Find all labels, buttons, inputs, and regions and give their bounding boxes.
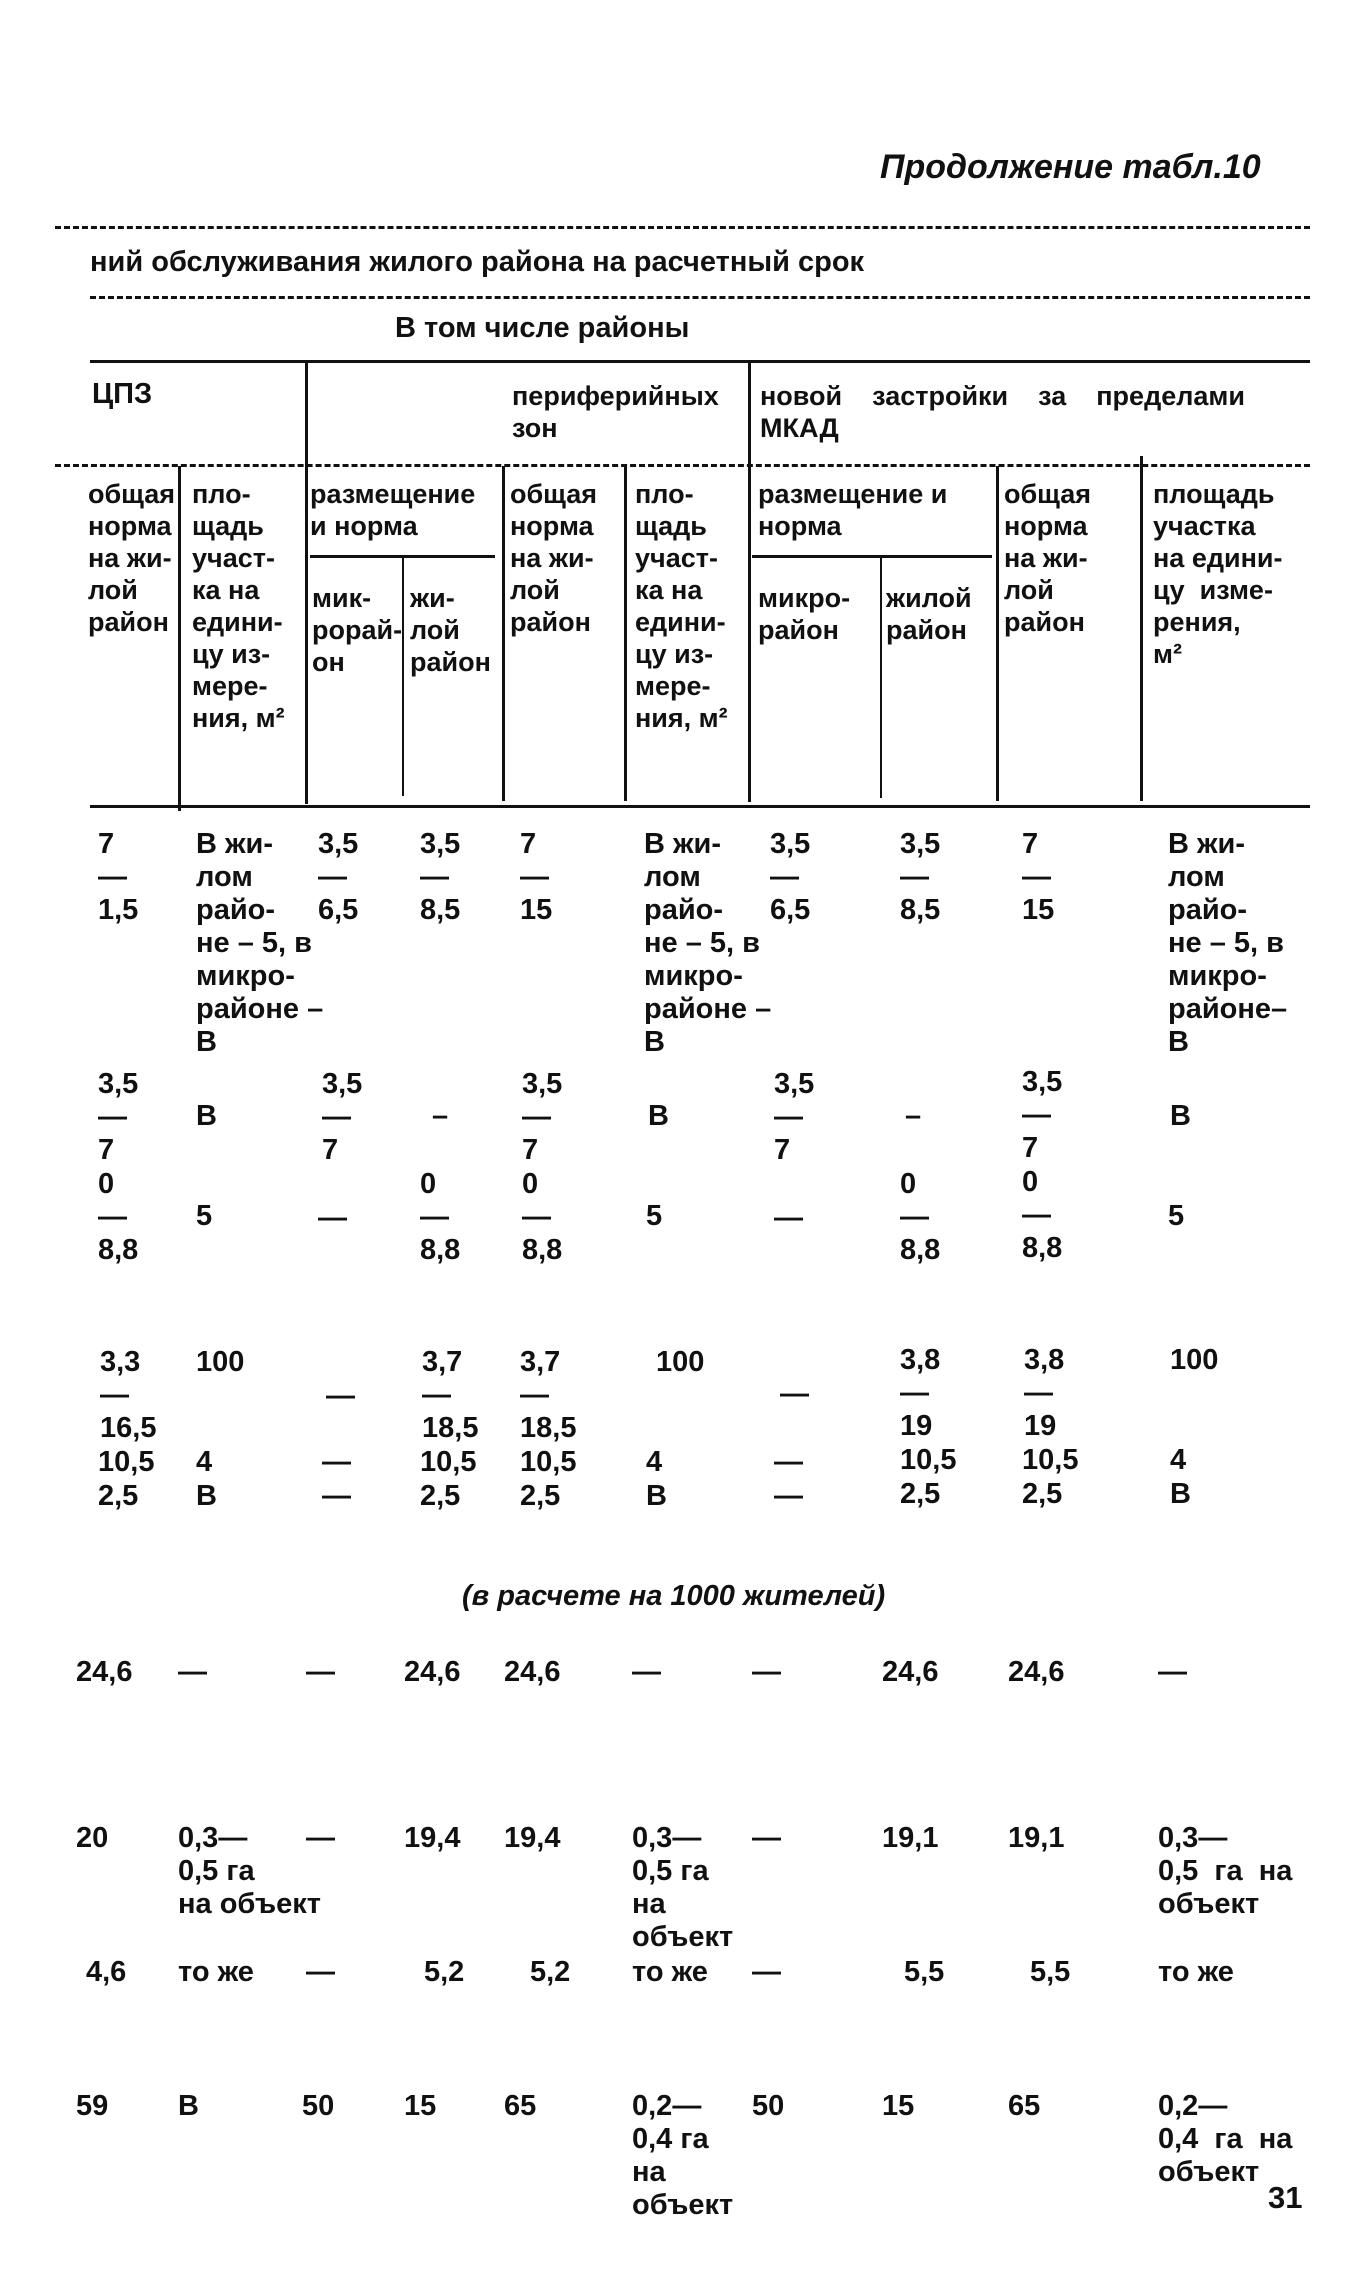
table-cell: 10,5 [98, 1446, 155, 1478]
rule-header-1 [90, 296, 1310, 299]
col-header-6: общая норма на жи- лой район [510, 479, 598, 637]
table-cell: — [306, 1656, 335, 1688]
table-cell: 5 [646, 1200, 663, 1232]
table-cell: 24,6 [76, 1656, 133, 1688]
group-new-development: новой застройки за пределами МКАД [760, 381, 1245, 443]
table-cell: 3,5 — 7 [774, 1068, 815, 1166]
table-cell: — [752, 1656, 781, 1688]
table-cell: 0,2— 0,4 га на объект [1158, 2090, 1293, 2188]
table-cell: 3,7 — 18,5 [422, 1346, 479, 1444]
table-cell: — [326, 1380, 355, 1412]
table-cell: 5,5 [904, 1956, 945, 1988]
table-cell: 3,3 — 16,5 [100, 1346, 157, 1444]
header-top-row: ний обслуживания жилого района на расчетный срок [90, 246, 865, 278]
table-cell: то же [178, 1956, 254, 1988]
table-cell: — [318, 1202, 347, 1234]
table-cell: 3,5 — 7 [522, 1068, 563, 1166]
table-cell: 2,5 [1022, 1478, 1063, 1510]
table-cell: то же [1158, 1956, 1234, 1988]
vrule-2 [305, 362, 308, 804]
table-cell: 3,5 — 7 [1022, 1066, 1063, 1164]
table-cell: 7 — 1,5 [98, 828, 139, 926]
table-cell: 3,5 — 6,5 [318, 828, 359, 926]
rule-header-bottom [90, 805, 1310, 808]
table-cell: 50 [752, 2090, 785, 2122]
table-cell: 4 [196, 1446, 213, 1478]
table-cell: 0,2— 0,4 га на объект [632, 2090, 734, 2221]
table-cell: 3,5 — 8,5 [420, 828, 461, 926]
table-cell: 19,4 [404, 1822, 461, 1854]
table-cell: 0 — 8,8 [420, 1168, 461, 1266]
col-header-1: общая норма на жи- лой район [88, 479, 176, 637]
rule-sub-1 [310, 555, 495, 558]
table-cell: В [1170, 1478, 1191, 1510]
vrule-3 [402, 556, 404, 796]
page-number: 31 [1268, 2180, 1303, 2215]
table-cell: 3,5 — 6,5 [770, 828, 811, 926]
table-cell: — [752, 1956, 781, 1988]
vrule-9 [1140, 456, 1143, 801]
vrule-4 [502, 466, 505, 801]
table-cell: 0 — 8,8 [1022, 1166, 1063, 1264]
col-header-7: пло- щадь участ- ка на едини- цу из- мере- ния, м² [635, 479, 728, 733]
table-cell: 19,1 [1008, 1822, 1065, 1854]
table-cell: 5,2 [530, 1956, 571, 1988]
table-cell: 24,6 [504, 1656, 561, 1688]
table-cell: 100 [656, 1346, 705, 1378]
table-cell: — [780, 1378, 809, 1410]
table-cell: 3,8 — 19 [900, 1344, 941, 1442]
table-cell: 0,3— 0,5 га на объект [1158, 1822, 1293, 1920]
table-cell: 15 [404, 2090, 437, 2122]
table-cell: В жи- лом райо- не – 5, в микро- районе – В [196, 828, 324, 1058]
table-cell: 10,5 [1022, 1444, 1079, 1476]
table-cell: 3,7 — 18,5 [520, 1346, 577, 1444]
table-cell: 5,2 [424, 1956, 465, 1988]
vrule-1 [178, 466, 181, 811]
table-cell: – [905, 1100, 922, 1132]
table-cell: 10,5 [900, 1444, 957, 1476]
table-cell: 2,5 [420, 1480, 461, 1512]
table-cell: — [322, 1446, 351, 1478]
group-peripheral: периферийных зон [512, 381, 719, 443]
rule-header-2 [90, 360, 1310, 363]
table-cell: 65 [504, 2090, 537, 2122]
table-cell: — [774, 1202, 803, 1234]
table-cell: 20 [76, 1822, 109, 1854]
table-cell: — [1158, 1656, 1187, 1688]
table-cell: 10,5 [520, 1446, 577, 1478]
table-cell: 24,6 [1008, 1656, 1065, 1688]
col-header-3: размещение и норма [310, 479, 476, 541]
table-cell: то же [632, 1956, 708, 1988]
table-cell: 0,3— 0,5 га на объект [632, 1822, 734, 1953]
table-cell: 19,1 [882, 1822, 939, 1854]
col-header-5: жи- лой район [410, 583, 491, 677]
table-cell: — [752, 1822, 781, 1854]
table-cell: — [306, 1956, 335, 1988]
vrule-6 [748, 362, 751, 802]
table-continuation-caption: Продолжение табл.10 [880, 148, 1261, 186]
col-header-12: площадь участка на едини- цу изме- рения, м² [1153, 479, 1283, 669]
rule-top [55, 226, 1310, 229]
table-cell: 0 — 8,8 [98, 1168, 139, 1266]
table-cell: 4 [646, 1446, 663, 1478]
table-cell: В жи- лом райо- не – 5, в микро- районе – В [644, 828, 772, 1058]
table-cell: 7 — 15 [1022, 828, 1055, 926]
table-cell: 0 — 8,8 [522, 1168, 563, 1266]
group-cpz: ЦПЗ [92, 378, 153, 410]
col-header-8: размещение и норма [758, 479, 948, 541]
table-cell: В жи- лом райо- не – 5, в микро- районе– В [1168, 828, 1288, 1058]
table-cell: В [196, 1480, 217, 1512]
table-cell: — [774, 1446, 803, 1478]
table-cell: 3,5 — 8,5 [900, 828, 941, 926]
table-cell: 100 [196, 1346, 245, 1378]
table-cell: 4,6 [86, 1956, 127, 1988]
table-cell: 2,5 [900, 1478, 941, 1510]
table-cell: 59 [76, 2090, 109, 2122]
table-cell: 50 [302, 2090, 335, 2122]
rule-sub-2 [752, 555, 992, 558]
table-cell: – [432, 1100, 449, 1132]
table-cell: 24,6 [882, 1656, 939, 1688]
table-cell: 5 [196, 1200, 213, 1232]
table-cell: 5,5 [1030, 1956, 1071, 1988]
col-header-2: пло- щадь участ- ка на едини- цу из- мере- ния, м² [192, 479, 285, 733]
table-cell: — [774, 1480, 803, 1512]
table-cell: 2,5 [520, 1480, 561, 1512]
table-cell: 2,5 [98, 1480, 139, 1512]
table-cell: 0 — 8,8 [900, 1168, 941, 1266]
table-cell: В [1170, 1100, 1191, 1132]
table-cell: 0,3— 0,5 га на объект [178, 1822, 321, 1920]
table-cell: 65 [1008, 2090, 1041, 2122]
col-header-9: микро- район [758, 583, 851, 645]
table-cell: В [648, 1100, 669, 1132]
table-cell: 15 [882, 2090, 915, 2122]
header-subgroup: В том числе районы [395, 312, 690, 344]
vrule-8 [996, 466, 999, 801]
table-cell: — [322, 1480, 351, 1512]
table-cell: 24,6 [404, 1656, 461, 1688]
table-cell: 3,5 — 7 [322, 1068, 363, 1166]
rule-header-3 [55, 464, 1310, 467]
table-cell: 4 [1170, 1444, 1187, 1476]
col-header-10: жилой район [886, 583, 972, 645]
vrule-5 [624, 466, 627, 801]
per-1000-residents-caption: (в расчете на 1000 жителей) [462, 1580, 886, 1612]
col-header-4: мик- рорай- он [312, 583, 403, 677]
table-cell: 19,4 [504, 1822, 561, 1854]
table-cell: В [646, 1480, 667, 1512]
table-cell: — [632, 1656, 661, 1688]
table-cell: В [178, 2090, 199, 2122]
table-cell: — [306, 1822, 335, 1854]
table-cell: В [196, 1100, 217, 1132]
vrule-7 [880, 556, 882, 798]
table-cell: 3,8 — 19 [1024, 1344, 1065, 1442]
table-cell: 7 — 15 [520, 828, 553, 926]
table-cell: 10,5 [420, 1446, 477, 1478]
table-cell: — [178, 1656, 207, 1688]
table-cell: 5 [1168, 1200, 1185, 1232]
table-cell: 100 [1170, 1344, 1219, 1376]
col-header-11: общая норма на жи- лой район [1004, 479, 1092, 637]
table-cell: 3,5 — 7 [98, 1068, 139, 1166]
